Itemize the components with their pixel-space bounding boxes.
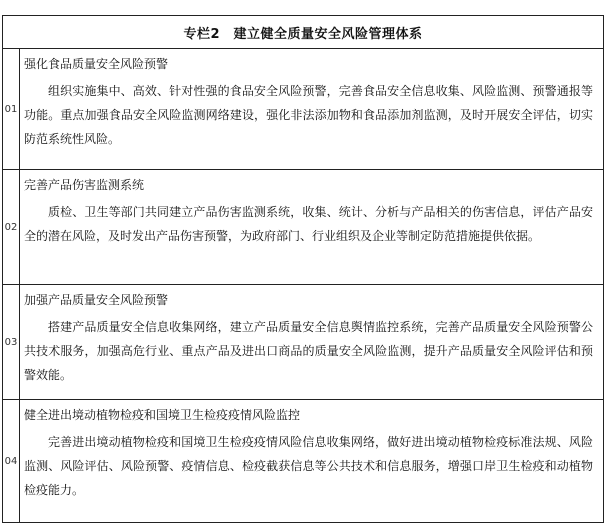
table-row	[3, 400, 603, 523]
row-number: 03	[3, 285, 20, 399]
row-content	[20, 49, 603, 169]
row-content	[20, 285, 603, 399]
row-heading: 健全进出境动植物检疫和国境卫生检疫疫情风险监控	[24, 408, 301, 422]
row-heading: 加强产品质量安全风险预警	[24, 293, 169, 307]
row-number: 02	[3, 170, 20, 284]
row-content	[20, 170, 603, 284]
column-table	[2, 15, 604, 523]
table-row	[3, 49, 603, 170]
row-body: 组织实施集中、高效、针对性强的食品安全风险预警，完善食品安全信息收集、风险监测、预警通报等功能。重点加强食品安全风险监测网络建设，强化非法添加物和食品添加剂监测，及时开展安全评估，切实防范系统性风险。	[24, 84, 593, 146]
table-row	[3, 285, 603, 400]
row-number: 01	[3, 49, 20, 169]
row-number: 04	[3, 400, 20, 523]
row-heading: 完善产品伤害监测系统	[24, 178, 145, 192]
table-title: 专栏2 建立健全质量安全风险管理体系	[3, 16, 603, 49]
row-heading: 强化食品质量安全风险预警	[24, 57, 169, 71]
row-body: 质检、卫生等部门共同建立产品伤害监测系统，收集、统计、分析与产品相关的伤害信息，评估产品安全的潜在风险，及时发出产品伤害预警，为政府部门、行业组织及企业等制定防范措施提供依据。	[24, 205, 593, 243]
row-body: 完善进出境动植物检疫和国境卫生检疫疫情风险信息收集网络，做好进出境动植物检疫标准法规、风险监测、风险评估、风险预警、疫情信息、检疫截获信息等公共技术和信息服务，增强口岸卫生检疫和动植物检疫能力。	[24, 435, 593, 497]
table-row	[3, 170, 603, 285]
row-body: 搭建产品质量安全信息收集网络，建立产品质量安全信息舆情监控系统，完善产品质量安全风险预警公共技术服务，加强高危行业、重点产品及进出口商品的质量安全风险监测，提升产品质量安全风险评估和预警效能。	[24, 320, 593, 382]
row-content	[20, 400, 603, 523]
